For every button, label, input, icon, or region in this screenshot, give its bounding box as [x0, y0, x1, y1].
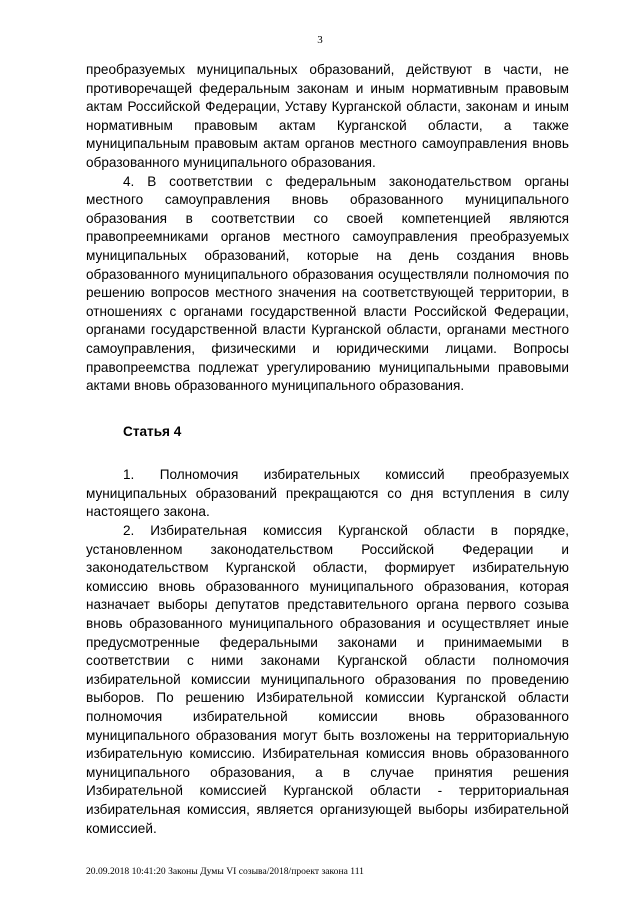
article4-heading: Статья 4	[123, 423, 182, 439]
article3-continuation-paragraph: преобразуемых муниципальных образований, действуют в части, не противоречащей федеральным законам и иным нормативным правовым актам Российской Федерации, Уставу Курганской области, законам и иным нормативным правовым актам Курганской области, а также муниципальным правовым актам органов местного самоуправления вновь образованного муниципального образования.	[86, 62, 569, 170]
article4-paragraph-2: 2. Избирательная комиссия Курганской области в порядке, установленном законодательством Российской Федерации и законодательством Курганской области, формирует избирательную комиссию вновь образованного муниципального образования, которая назначает выборы депутатов представительного органа первого созыва вновь образованного муниципального образования и осуществляет иные предусмотренные федеральными законами и принимаемыми в соответствии с ними законами Курганской области полномочия избирательной комиссии муниципального образования по проведению выборов. По решению Избирательной комиссии Курганской области полномочия избирательной комиссии вновь образованного муниципального образования могут быть возложены на территориальную избирательную комиссию. Избирательная комиссия вновь образованного муниципального образования, а в случае принятия решения Избирательной комиссией Курганской области - территориальная избирательная комиссия, является организующей выборы избирательной комиссией.	[86, 523, 569, 836]
article3-paragraph-4: 4. В соответствии с федеральным законодательством органы местного самоуправления вновь образованного муниципального образования в соответствии со своей компетенцией являются правопреемниками органов местного самоуправления преобразуемых муниципальных образований, которые на день создания вновь образованного муниципального образования осуществляли полномочия по решению вопросов местного значения на соответствующей территории, в отношениях с органами государственной власти Российской Федерации, органами государственной власти Курганской области, органами местного самоуправления, физическими и юридическими лицами. Вопросы правопреемства подлежат урегулированию муниципальными правовыми актами вновь образованного муниципального образования.	[86, 173, 569, 394]
page-number: 3	[317, 34, 323, 46]
spacer	[86, 396, 569, 423]
spacer	[86, 441, 569, 466]
document-body	[86, 61, 569, 838]
article4-paragraph-1: 1. Полномочия избирательных комиссий преобразуемых муниципальных образований прекращаются со дня вступления в силу настоящего закона.	[86, 467, 569, 520]
document-footer: 20.09.2018 10:41:20 Законы Думы VI созыва/2018/проект закона 111	[86, 866, 364, 877]
